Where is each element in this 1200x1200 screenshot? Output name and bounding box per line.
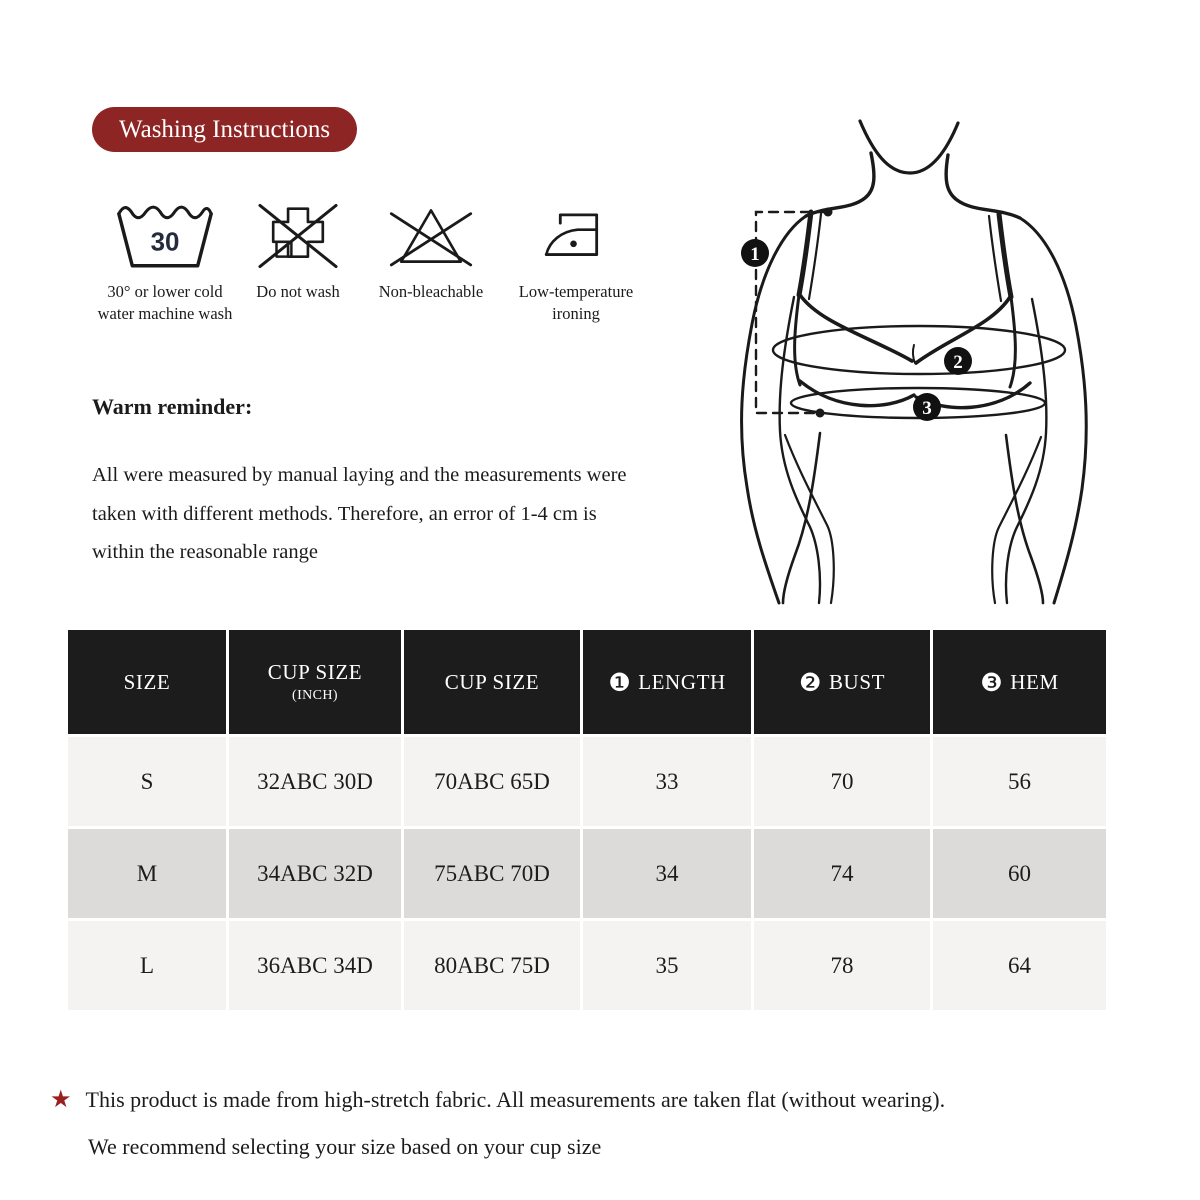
warm-reminder-text: All were measured by manual laying and the measurements were taken with different methods. Therefore, an error of 1-4 cm is within the reasonable range (92, 464, 627, 563)
footnote-line: We recommend selecting your size based on your cup size (88, 1134, 602, 1159)
washing-instructions-badge: Washing Instructions (92, 107, 357, 152)
header-cell-size: SIZE (68, 630, 226, 734)
circled-3-icon: ❸ (980, 667, 1004, 697)
header-cell-length: ❶ LENGTH (583, 630, 751, 734)
header-cell-bust: ❷ BUST (754, 630, 930, 734)
bust-marker (944, 347, 972, 375)
table-cell: M (68, 829, 226, 918)
header-cell-cup-size-inch: CUP SIZE (INCH) (229, 630, 401, 734)
table-cell: 80ABC 75D (404, 921, 580, 1010)
circled-1-icon: ❶ (608, 667, 632, 697)
circled-2-icon: ❷ (798, 667, 822, 697)
table-cell: L (68, 921, 226, 1010)
hem-marker (913, 393, 941, 421)
table-cell: 64 (933, 921, 1106, 1010)
length-marker (741, 239, 769, 267)
table-cell: 78 (754, 921, 930, 1010)
table-cell: 56 (933, 737, 1106, 826)
svg-text:1: 1 (750, 244, 760, 265)
svg-text:2: 2 (953, 352, 963, 373)
table-cell: 35 (583, 921, 751, 1010)
warm-reminder-heading: Warm reminder: (92, 394, 253, 419)
table-cell: 32ABC 30D (229, 737, 401, 826)
care-icon-non-bleachable (356, 196, 506, 303)
table-cell: 60 (933, 829, 1106, 918)
care-caption: 30° or lower cold (107, 282, 223, 301)
header-cell-cup-size: CUP SIZE (404, 630, 580, 734)
table-cell: 75ABC 70D (404, 829, 580, 918)
care-icon-low-temp-iron (496, 196, 656, 324)
table-cell: 70 (754, 737, 930, 826)
care-icon-do-not-wash (224, 196, 372, 303)
table-cell: 70ABC 65D (404, 737, 580, 826)
footnote (50, 1076, 1170, 1170)
body-measurement-figure (690, 95, 1200, 605)
care-caption: Do not wash (256, 282, 340, 301)
table-cell: 74 (754, 829, 930, 918)
footnote-line: This product is made from high-stretch fabric. All measurements are taken flat (without wearing). (85, 1087, 946, 1112)
table-cell: 36ABC 34D (229, 921, 401, 1010)
svg-text:30: 30 (150, 226, 180, 257)
non-bleachable-icon (388, 196, 474, 272)
table-cell: S (68, 737, 226, 826)
header-cell-hem: ❸ HEM (933, 630, 1106, 734)
wash-30-icon (115, 196, 215, 272)
svg-text:3: 3 (922, 398, 932, 419)
care-caption: ironing (552, 303, 600, 323)
care-caption: water machine wash (97, 303, 233, 323)
care-caption: Low-temperature (518, 282, 634, 301)
table-cell: 34ABC 32D (229, 829, 401, 918)
table-cell: 33 (583, 737, 751, 826)
table-cell: 34 (583, 829, 751, 918)
care-caption: Non-bleachable (378, 282, 484, 301)
low-temperature-ironing-icon (533, 196, 619, 272)
bust-measure-ellipse (773, 326, 1065, 374)
size-table (68, 630, 1106, 1010)
do-not-wash-icon (255, 196, 341, 272)
star-icon: ★ (50, 1085, 72, 1113)
